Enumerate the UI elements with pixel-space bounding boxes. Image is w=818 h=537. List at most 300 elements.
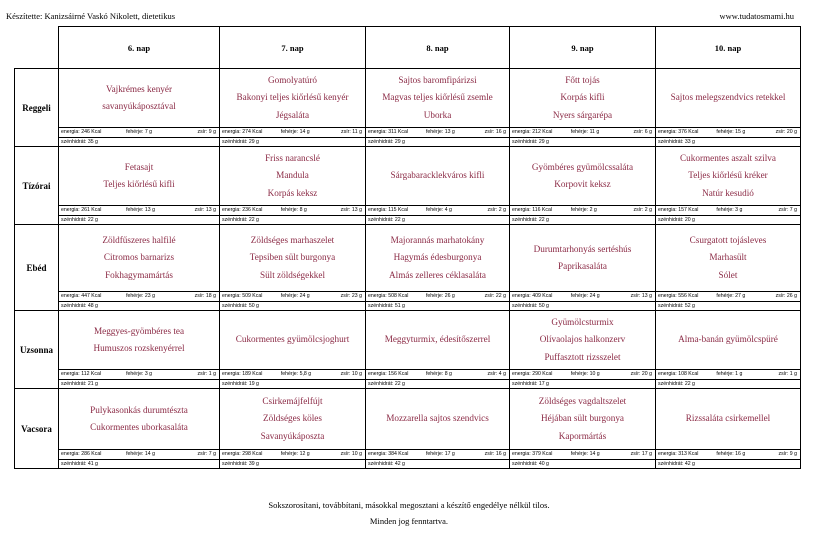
nutrition-row	[220, 379, 365, 388]
fat-value: 26 g	[786, 293, 797, 299]
fat-value: 2 g	[644, 207, 652, 213]
carb-value: 35 g	[87, 139, 98, 145]
carb-label: szénhidrát:	[222, 217, 248, 223]
carb-value: 29 g	[538, 139, 549, 145]
protein-label: fehérje:	[280, 371, 299, 377]
energy-value	[220, 450, 281, 459]
menu-cell	[59, 311, 220, 389]
nutrition-info	[656, 127, 800, 146]
energy-value: 556 Kcal	[678, 293, 699, 299]
day-header: 10. nap	[656, 27, 801, 69]
protein-value: 3 g	[144, 371, 153, 377]
energy-value	[220, 206, 281, 215]
energy-value	[220, 128, 281, 137]
meal-plan-table	[14, 26, 801, 469]
nutrition-row	[366, 215, 509, 224]
fat-label: zsír:	[778, 451, 789, 457]
energy-value	[656, 206, 716, 215]
dish-item: Tepsiben sült burgonya	[249, 252, 336, 263]
dish-item: Héjában sült burgonya	[540, 413, 624, 424]
energy-label: energia:	[512, 207, 531, 213]
energy-value: 246 Kcal	[81, 129, 102, 135]
meal-row	[15, 225, 801, 311]
dish-item: Csurgatott tojásleves	[689, 234, 767, 245]
carb-value: 29 g	[394, 139, 405, 145]
fat-label: zsír:	[197, 371, 208, 377]
fat-value: 10 g	[351, 371, 362, 377]
carb-label: szénhidrát:	[658, 461, 684, 467]
nutrition-row	[510, 369, 655, 379]
nutrition-info	[656, 205, 800, 224]
dish-list	[656, 225, 800, 291]
meal-row	[15, 389, 801, 469]
carb-value	[220, 138, 283, 146]
nutrition-row	[59, 449, 219, 459]
energy-value	[220, 292, 281, 301]
protein-value	[571, 206, 619, 215]
energy-value	[366, 206, 426, 215]
nutrition-info	[59, 291, 219, 310]
energy-value: 189 Kcal	[242, 371, 263, 377]
protein-value: 15 g	[735, 129, 746, 135]
dish-list	[366, 147, 509, 205]
dish-item: Jégsaláta	[275, 109, 310, 120]
dish-list	[366, 311, 509, 369]
energy-value: 116 Kcal	[532, 207, 553, 213]
meal-row	[15, 69, 801, 147]
protein-label: fehérje:	[425, 293, 444, 299]
dish-item: Natúr kesudió	[702, 187, 754, 198]
fat-label: zsír:	[775, 129, 786, 135]
nutrition-row	[656, 379, 800, 388]
protein-value: 8 g	[299, 207, 307, 213]
energy-value	[59, 370, 126, 379]
nutrition-row	[366, 379, 509, 388]
protein-value	[571, 370, 619, 379]
protein-value: 1 g	[735, 371, 743, 377]
dish-list	[656, 311, 800, 369]
carb-value: 41 g	[87, 461, 98, 467]
carb-value: 50 g	[538, 303, 549, 309]
menu-cell	[366, 147, 510, 225]
nutrition-row	[59, 301, 219, 310]
fat-label: zsír:	[487, 207, 498, 213]
protein-label: fehérje:	[425, 451, 444, 457]
protein-label: fehérje:	[716, 371, 734, 377]
protein-label: fehérje:	[126, 129, 144, 135]
carb-value	[366, 216, 428, 224]
nutrition-info	[366, 127, 509, 146]
menu-cell	[510, 147, 656, 225]
energy-value: 298 Kcal	[242, 451, 263, 457]
nutrition-row	[510, 137, 655, 146]
nutrition-row	[220, 205, 365, 215]
protein-label: fehérje:	[280, 451, 299, 457]
carb-value	[220, 216, 283, 224]
energy-value: 274 Kcal	[242, 129, 263, 135]
dish-item: Sárgabaracklekváros kifli	[390, 170, 485, 181]
fat-value	[618, 450, 655, 459]
protein-value	[426, 450, 473, 459]
fat-value: 1 g	[208, 371, 216, 377]
fat-value	[764, 206, 800, 215]
carb-value	[510, 138, 573, 146]
fat-label: zsír:	[630, 293, 641, 299]
energy-value: 379 Kcal	[532, 451, 553, 457]
fat-value: 13 g	[641, 293, 652, 299]
menu-cell	[510, 69, 656, 147]
nutrition-row	[656, 301, 800, 310]
dish-item: Nyers sárgarépa	[552, 109, 613, 120]
fat-label: zsír:	[484, 129, 495, 135]
menu-cell	[656, 311, 801, 389]
fat-value	[328, 292, 365, 301]
dish-item: Mandula	[276, 170, 309, 181]
nutrition-info	[220, 449, 365, 468]
nutrition-row	[366, 369, 509, 379]
nutrition-row	[220, 127, 365, 137]
carb-label: szénhidrát:	[222, 303, 248, 309]
protein-value: 14 g	[299, 129, 310, 135]
energy-value: 376 Kcal	[678, 129, 699, 135]
carb-value	[510, 302, 573, 310]
nutrition-row	[220, 459, 365, 468]
fat-value	[179, 128, 219, 137]
nutrition-row	[656, 291, 800, 301]
protein-value: 24 g	[589, 293, 600, 299]
menu-cell	[220, 147, 366, 225]
carb-label: szénhidrát:	[368, 303, 394, 309]
carb-value	[656, 302, 718, 310]
day-header: 6. nap	[59, 27, 220, 69]
protein-value	[126, 370, 179, 379]
dish-item: Majorannás marhatokány	[390, 234, 485, 245]
carb-label: szénhidrát:	[368, 139, 394, 145]
carb-value	[366, 302, 428, 310]
energy-value	[366, 292, 426, 301]
nutrition-row	[59, 369, 219, 379]
protein-value	[571, 292, 619, 301]
protein-value	[571, 450, 619, 459]
fat-value	[764, 450, 800, 459]
carb-value: 29 g	[248, 139, 259, 145]
nutrition-row	[656, 137, 800, 146]
dish-item: Cukormentes gyümölcsjoghurt	[235, 334, 350, 345]
energy-value	[656, 450, 716, 459]
nutrition-row	[366, 459, 509, 468]
carb-value: 51 g	[394, 303, 405, 309]
nutrition-row	[510, 127, 655, 137]
fat-label: zsír:	[197, 451, 208, 457]
protein-value	[426, 370, 473, 379]
energy-label: energia:	[368, 129, 387, 135]
energy-value: 261 Kcal	[81, 207, 102, 213]
dish-item: Humuszos rozskenyérrel	[93, 343, 185, 353]
dish-item: Sajtos baromfipárizsi	[398, 74, 477, 85]
dish-list	[656, 389, 800, 449]
protein-value	[281, 450, 329, 459]
nutrition-row	[510, 301, 655, 310]
carb-label: szénhidrát:	[658, 381, 684, 387]
fat-value	[473, 292, 509, 301]
protein-label: fehérje:	[716, 129, 734, 135]
protein-label: fehérje:	[126, 207, 144, 213]
energy-label: energia:	[368, 207, 387, 213]
menu-cell	[220, 389, 366, 469]
dish-item: Sült zöldségekkel	[259, 269, 326, 280]
dish-list	[656, 69, 800, 127]
protein-label: fehérje:	[425, 371, 444, 377]
nutrition-row	[656, 215, 800, 224]
energy-value: 384 Kcal	[388, 451, 409, 457]
dish-item: Zöldséges vagdaltszelet	[538, 395, 627, 406]
energy-label: energia:	[512, 293, 531, 299]
dish-list	[59, 225, 219, 291]
protein-label: fehérje:	[425, 207, 444, 213]
nutrition-row	[220, 369, 365, 379]
nutrition-row	[59, 137, 219, 146]
energy-label: energia:	[368, 451, 387, 457]
protein-label: fehérje:	[716, 451, 734, 457]
dish-item: savanyúkáposztával	[102, 101, 176, 111]
protein-value: 13 g	[144, 207, 155, 213]
protein-value: 2 g	[589, 207, 597, 213]
nutrition-row	[220, 291, 365, 301]
nutrition-info	[59, 205, 219, 224]
protein-label: fehérje:	[570, 293, 589, 299]
nutrition-row	[510, 449, 655, 459]
carb-value: 22 g	[87, 217, 98, 223]
menu-cell	[510, 225, 656, 311]
energy-label: energia:	[222, 207, 241, 213]
protein-value: 17 g	[444, 451, 455, 457]
fat-value	[328, 450, 365, 459]
menu-cell	[656, 225, 801, 311]
protein-value	[281, 370, 329, 379]
dish-list	[59, 147, 219, 205]
menu-cell	[656, 389, 801, 469]
dish-item: Alma-banán gyümölcspüré	[678, 334, 778, 345]
fat-value	[179, 450, 219, 459]
dish-item: Meggyes-gyömbéres tea	[93, 325, 185, 336]
protein-value	[716, 206, 763, 215]
carb-label: szénhidrát:	[61, 303, 87, 309]
menu-cell	[220, 69, 366, 147]
carb-value	[59, 302, 128, 310]
energy-value: 236 Kcal	[242, 207, 263, 213]
energy-label: energia:	[222, 371, 241, 377]
dish-item: Marhasült	[709, 252, 747, 263]
carb-label: szénhidrát:	[61, 461, 87, 467]
energy-value	[510, 450, 571, 459]
energy-value: 286 Kcal	[81, 451, 102, 457]
dish-item: Mozzarella sajtos szendvics	[386, 413, 489, 424]
nutrition-row	[510, 215, 655, 224]
protein-value: 5,8 g	[299, 371, 312, 377]
energy-value: 157 Kcal	[678, 207, 699, 213]
protein-value	[126, 292, 179, 301]
protein-label: fehérje:	[126, 293, 144, 299]
nutrition-info	[59, 449, 219, 468]
dish-item: Durumtarhonyás sertéshús	[533, 243, 632, 254]
protein-value	[426, 292, 473, 301]
energy-value	[59, 128, 126, 137]
nutrition-row	[510, 291, 655, 301]
nutrition-info	[656, 449, 800, 468]
fat-value: 17 g	[641, 451, 652, 457]
carb-value	[366, 380, 428, 388]
dish-item: Teljes kiőrlésű kréker	[688, 170, 768, 181]
dish-list	[510, 311, 655, 369]
carb-value: 50 g	[248, 303, 259, 309]
fat-value	[328, 128, 365, 137]
protein-value	[126, 450, 179, 459]
menu-cell	[366, 389, 510, 469]
energy-value	[366, 128, 426, 137]
dish-item: Gyömbéres gyümölcssaláta	[531, 161, 634, 172]
fat-label: zsír:	[340, 293, 351, 299]
dish-list	[510, 147, 655, 205]
fat-value	[179, 206, 219, 215]
energy-label: energia:	[61, 129, 80, 135]
energy-label: energia:	[61, 293, 80, 299]
menu-cell	[366, 311, 510, 389]
carb-label: szénhidrát:	[512, 381, 538, 387]
carb-value	[220, 460, 283, 468]
protein-label: fehérje:	[570, 207, 589, 213]
carb-label: szénhidrát:	[61, 217, 87, 223]
carb-value: 22 g	[394, 217, 405, 223]
energy-label: energia:	[222, 451, 241, 457]
nutrition-row	[59, 459, 219, 468]
carb-value: 42 g	[684, 461, 695, 467]
dish-list	[510, 69, 655, 127]
carb-value: 22 g	[394, 381, 405, 387]
dish-item: Meggyturmix, édesítőszerrel	[384, 334, 491, 345]
fat-value: 9 g	[208, 129, 216, 135]
dish-list	[366, 389, 509, 449]
menu-cell	[366, 225, 510, 311]
carb-value: 22 g	[684, 381, 695, 387]
nutrition-row	[656, 369, 800, 379]
protein-value: 14 g	[589, 451, 600, 457]
carb-label: szénhidrát:	[61, 381, 87, 387]
nutrition-info	[220, 205, 365, 224]
carb-value: 22 g	[248, 217, 259, 223]
nutrition-info	[220, 369, 365, 388]
dish-list	[366, 69, 509, 127]
protein-label: fehérje:	[280, 129, 299, 135]
copyright-notice: Sokszorosítani, továbbítani, másokkal megosztani a készítő engedélye nélkül tilos.	[268, 500, 550, 510]
protein-label: fehérje:	[570, 451, 589, 457]
carb-value: 22 g	[538, 217, 549, 223]
fat-value	[618, 370, 655, 379]
protein-value	[281, 292, 329, 301]
protein-value: 11 g	[589, 129, 600, 135]
protein-value	[281, 206, 329, 215]
fat-label: zsír:	[340, 207, 351, 213]
nutrition-info	[366, 449, 509, 468]
protein-value	[426, 128, 473, 137]
energy-value	[59, 450, 126, 459]
protein-label: fehérje:	[126, 371, 144, 377]
fat-label: zsír:	[194, 207, 205, 213]
nutrition-row	[656, 127, 800, 137]
carb-label: szénhidrát:	[658, 303, 684, 309]
nutrition-row	[366, 205, 509, 215]
nutrition-row	[59, 379, 219, 388]
carb-label: szénhidrát:	[61, 139, 87, 145]
fat-value: 7 g	[789, 207, 797, 213]
dish-item: Olívaolajos halkonzerv	[539, 334, 626, 345]
fat-value	[764, 128, 800, 137]
carb-value: 33 g	[684, 139, 695, 145]
dish-item: Rizssaláta csirkemellel	[685, 413, 771, 424]
nutrition-row	[220, 215, 365, 224]
nutrition-row	[510, 459, 655, 468]
dish-item: Főtt tojás	[565, 74, 600, 85]
nutrition-info	[656, 369, 800, 388]
carb-value	[220, 302, 283, 310]
website-link[interactable]: www.tudatosmami.hu	[719, 11, 794, 21]
protein-label: fehérje:	[716, 293, 734, 299]
fat-value: 6 g	[644, 129, 652, 135]
protein-value	[126, 128, 179, 137]
fat-label: zsír:	[341, 129, 351, 135]
fat-value	[328, 206, 365, 215]
dish-item: Pulykasonkás durumtészta	[90, 404, 188, 415]
fat-label: zsír:	[340, 451, 351, 457]
nutrition-row	[366, 137, 509, 146]
energy-label: energia:	[368, 371, 387, 377]
dish-item: Bakonyi teljes kiőrlésű kenyér	[236, 92, 349, 103]
protein-value	[426, 206, 473, 215]
carb-value: 42 g	[394, 461, 405, 467]
protein-value	[126, 206, 179, 215]
carb-label: szénhidrát:	[368, 217, 394, 223]
nutrition-info	[510, 369, 655, 388]
fat-label: zsír:	[633, 207, 644, 213]
fat-label: zsír:	[630, 371, 641, 377]
fat-value	[618, 206, 655, 215]
meal-name: Vacsora	[15, 389, 59, 469]
fat-value	[473, 450, 509, 459]
nutrition-row	[59, 205, 219, 215]
dish-item: Cukormentes aszalt szilva	[680, 152, 776, 163]
energy-label: energia:	[61, 207, 80, 213]
energy-label: energia:	[61, 451, 80, 457]
dish-item: Korpovit keksz	[554, 179, 611, 189]
carb-value: 20 g	[684, 217, 695, 223]
carb-value: 48 g	[87, 303, 98, 309]
day-header: 8. nap	[366, 27, 510, 69]
dish-list	[220, 147, 365, 205]
dish-list	[510, 225, 655, 291]
dish-list	[220, 311, 365, 369]
protein-value	[716, 450, 763, 459]
nutrition-row	[220, 137, 365, 146]
nutrition-row	[59, 215, 219, 224]
protein-value: 12 g	[299, 451, 310, 457]
energy-value	[510, 292, 571, 301]
nutrition-row	[366, 291, 509, 301]
protein-label: fehérje:	[280, 293, 299, 299]
meal-name: Uzsonna	[15, 311, 59, 389]
dish-list	[220, 69, 365, 127]
author-credit: Készítette: Kanizsáirné Vaskó Nikolett, dietetikus	[6, 11, 176, 21]
fat-label: zsír:	[778, 371, 789, 377]
fat-value: 20 g	[786, 129, 797, 135]
